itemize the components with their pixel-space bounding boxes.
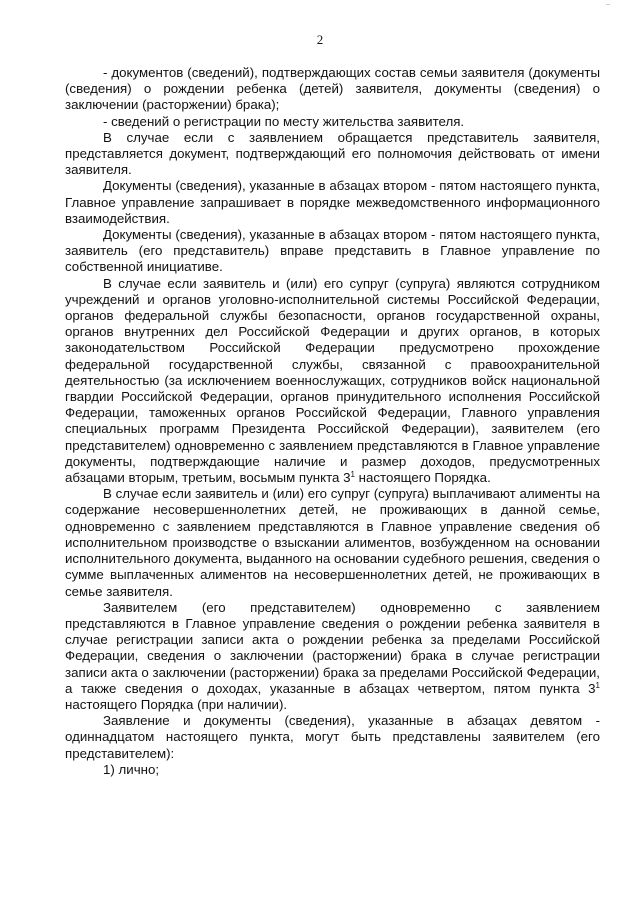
scan-mark <box>606 4 610 5</box>
paragraph-family-documents: - документов (сведений), подтверждающих состав семьи заявителя (документы (сведения) о рождении ребенка (детей) заявителя, документы (сведения) о заключении (расторжении) брака); <box>65 65 600 113</box>
superscript: 1 <box>595 680 600 690</box>
paragraph-foreign-records: Заявителем (его представителем) одновременно с заявлением представляются в Главное управление сведения о рождении ребенка заявителя в случае регистрации записи акта о рождении ребенка за пределами Российской Федерации, сведения о заключении (расторжении) брака в случае регистрации записи акта о заключении (расторжении) брака за пределами Российской Федерации, а также сведения о доходах, указанные в абзацах четвертом, пятом пункта $3^1$ настоящего Порядка (при наличии). <box>65 599 600 712</box>
paragraph-own-initiative: Документы (сведения), указанные в абзацах втором - пятом настоящего пункта, заявитель (его представитель) вправе представить в Главное управление по собственной инициативе. <box>65 227 600 275</box>
paragraph-interagency-request: Документы (сведения), указанные в абзацах втором - пятом настоящего пункта, Главное управление запрашивает в порядке межведомственного информационного взаимодействия. <box>65 178 600 226</box>
page-number: 2 <box>316 32 324 47</box>
paragraph-service-members: В случае если заявитель и (или) его супруг (супруга) являются сотрудником учреждений и органов уголовно-исполнительной системы Российской Федерации, органов федеральной службы безопасности, органов государственной охраны, органов внутренних дел Российской Федерации и других органов, в которых законодательством Российской Федерации предусмотрено прохождение федеральной государственной службы, связанной с правоохранительной деятельностью (за исключением военнослужащих, сотрудников войск национальной гвардии Российской Федерации, органов принудительного исполнения Российской Федерации, таможенных органов Российской Федерации, Главного управления специальных программ Президента Российской Федерации), заявителем (его представителем) одновременно с заявлением представляются в Главное управление документы, подтверждающие наличие и размер доходов, предусмотренных абзацами вторым, третьим, восьмым пункта $3^1$ настоящего Порядка. <box>65 275 600 486</box>
paragraph-alimony: В случае если заявитель и (или) его супруг (супруга) выплачивают алименты на содержание несовершеннолетних детей, не проживающих в данной семье, одновременно с заявлением представляются в Главное управление сведения об исполнительном производстве о взыскании алиментов, возбужденном на основании исполнительного документа, выданного на основании судебного решения, сведения о сумме выплаченных алиментов на несовершеннолетних детей, не проживающих в семье заявителя. <box>65 486 600 599</box>
paragraph-in-person: 1) лично; <box>103 761 160 777</box>
paragraph-registration: - сведений о регистрации по месту жительства заявителя. <box>103 113 465 129</box>
superscript: 1 <box>350 470 355 480</box>
paragraph-representative: В случае если с заявлением обращается представитель заявителя, представляется документ, подтверждающий его полномочия действовать от имени заявителя. <box>65 129 600 178</box>
document-body <box>65 65 600 778</box>
paragraph-submission-methods: Заявление и документы (сведения), указанные в абзацах девятом - одиннадцатом настоящего пункта, могут быть представлены заявителем (его представителем): <box>65 713 600 761</box>
